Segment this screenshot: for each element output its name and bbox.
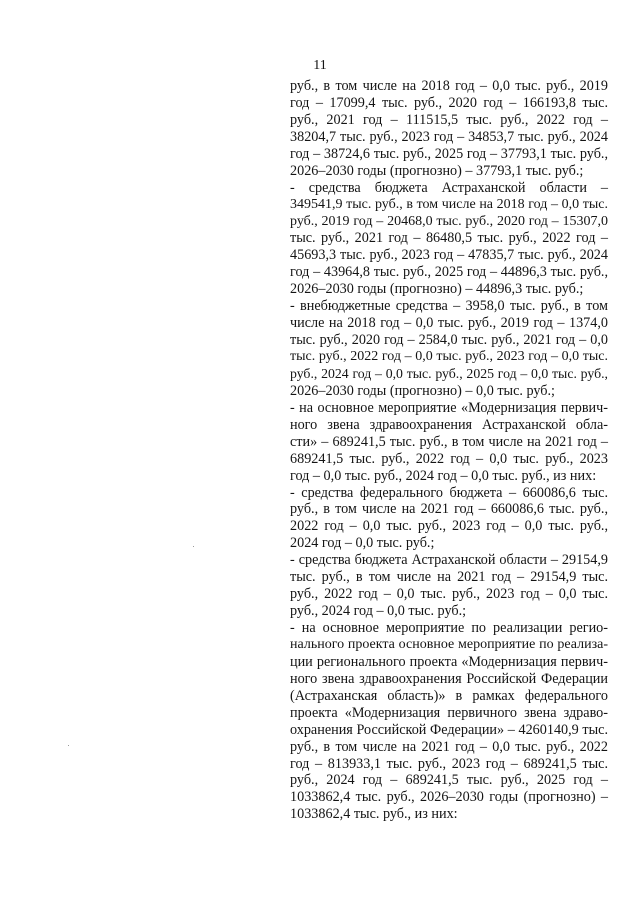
text-line: числе на 2018 год – 0,0 тыс. руб., 2019 год – 1374,0	[290, 315, 608, 332]
text-line: год – 813933,1 тыс. руб., 2023 год – 689241,5 тыс.	[290, 755, 608, 772]
text-line: 38204,7 тыс. руб., 2023 год – 34853,7 тыс. руб., 2024	[290, 128, 608, 145]
scan-speck	[68, 745, 69, 746]
scan-speck	[193, 546, 194, 547]
text-line: руб., в том числе на 2021 год – 0,0 тыс. руб., 2022	[290, 738, 608, 755]
text-line: 2026–2030 годы (прогнозно) – 0,0 тыс. руб.;	[290, 382, 555, 399]
text-line: проекта «Модернизация первичного звена здраво-	[290, 704, 608, 721]
text-line: (Астраханская область)» в рамках федерального	[290, 687, 608, 704]
text-line: 2026–2030 годы (прогнозно) – 44896,3 тыс. руб.;	[290, 281, 584, 298]
text-line: нального проекта основное мероприятие по реализа-	[290, 636, 608, 652]
text-line: руб., 2024 год – 0,0 тыс. руб., 2025 год – 0,0 тыс. руб.,	[290, 365, 608, 381]
text-line: - средства бюджета Астраханской области –	[290, 179, 608, 196]
page-number: 11	[313, 58, 327, 73]
text-line: 2026–2030 годы (прогнозно) – 37793,1 тыс. руб.;	[290, 162, 584, 179]
text-line: 2022 год – 0,0 тыс. руб., 2023 год – 0,0 тыс. руб.,	[290, 518, 608, 535]
text-line: - средства бюджета Астраханской области – 29154,9	[290, 552, 608, 569]
text-line: тыс. руб., 2020 год – 2584,0 тыс. руб., 2021 год – 0,0	[290, 332, 608, 349]
text-line: 689241,5 тыс. руб., 2022 год – 0,0 тыс. руб., 2023	[290, 450, 608, 467]
text-line: 1033862,4 тыс. руб., из них:	[290, 806, 458, 823]
text-line: - на основное мероприятие по реализации регио-	[290, 620, 608, 636]
text-line: 1033862,4 тыс. руб., 2026–2030 годы (прогнозно) –	[290, 789, 608, 806]
text-line: 349541,9 тыс. руб., в том числе на 2018 год – 0,0 тыс.	[290, 196, 608, 212]
text-line: ции регионального проекта «Модернизация первич-	[290, 653, 608, 670]
text-line: руб., 2024 год – 689241,5 тыс. руб., 2025 год –	[290, 772, 608, 789]
text-line: год – 38724,6 тыс. руб., 2025 год – 37793,1 тыс. руб.,	[290, 145, 608, 162]
text-line: ного звена здравоохранения Российской Федерации	[290, 670, 608, 687]
text-line: - на основное мероприятие «Модернизация первич-	[290, 399, 608, 416]
text-line: - средства федерального бюджета – 660086,6 тыс.	[290, 484, 608, 501]
text-line: год – 0,0 тыс. руб., 2024 год – 0,0 тыс. руб., из них:	[290, 467, 597, 484]
text-line: руб., в том числе на 2021 год – 660086,6 тыс. руб.,	[290, 501, 608, 518]
text-line: охранения Российской Федерации» – 4260140,9 тыс.	[290, 721, 608, 738]
text-line: руб., 2022 год – 0,0 тыс. руб., 2023 год – 0,0 тыс.	[290, 586, 608, 603]
text-line: руб., в том числе на 2018 год – 0,0 тыс. руб., 2019	[290, 78, 608, 94]
text-line: сти» – 689241,5 тыс. руб., в том числе на 2021 год –	[290, 433, 608, 450]
text-line: - внебюджетные средства – 3958,0 тыс. руб., в том	[290, 298, 608, 315]
text-line: тыс. руб., 2021 год – 86480,5 тыс. руб., 2022 год –	[290, 230, 608, 247]
text-line: руб., 2019 год – 20468,0 тыс. руб., 2020 год – 15307,0	[290, 213, 608, 229]
text-line: тыс. руб., в том числе на 2021 год – 29154,9 тыс.	[290, 569, 608, 586]
text-line: руб., 2021 год – 111515,5 тыс. руб., 2022 год –	[290, 111, 608, 128]
text-line: ного звена здравоохранения Астраханской обла-	[290, 416, 608, 433]
text-line: руб., 2024 год – 0,0 тыс. руб.;	[290, 603, 467, 620]
text-line: год – 17099,4 тыс. руб., 2020 год – 166193,8 тыс.	[290, 94, 608, 111]
body-text	[290, 78, 608, 823]
text-line: тыс. руб., 2022 год – 0,0 тыс. руб., 2023 год – 0,0 тыс.	[290, 349, 608, 364]
text-line: год – 43964,8 тыс. руб., 2025 год – 44896,3 тыс. руб.,	[290, 264, 608, 281]
text-line: 45693,3 тыс. руб., 2023 год – 47835,7 тыс. руб., 2024	[290, 247, 608, 264]
text-line: 2024 год – 0,0 тыс. руб.;	[290, 535, 435, 552]
